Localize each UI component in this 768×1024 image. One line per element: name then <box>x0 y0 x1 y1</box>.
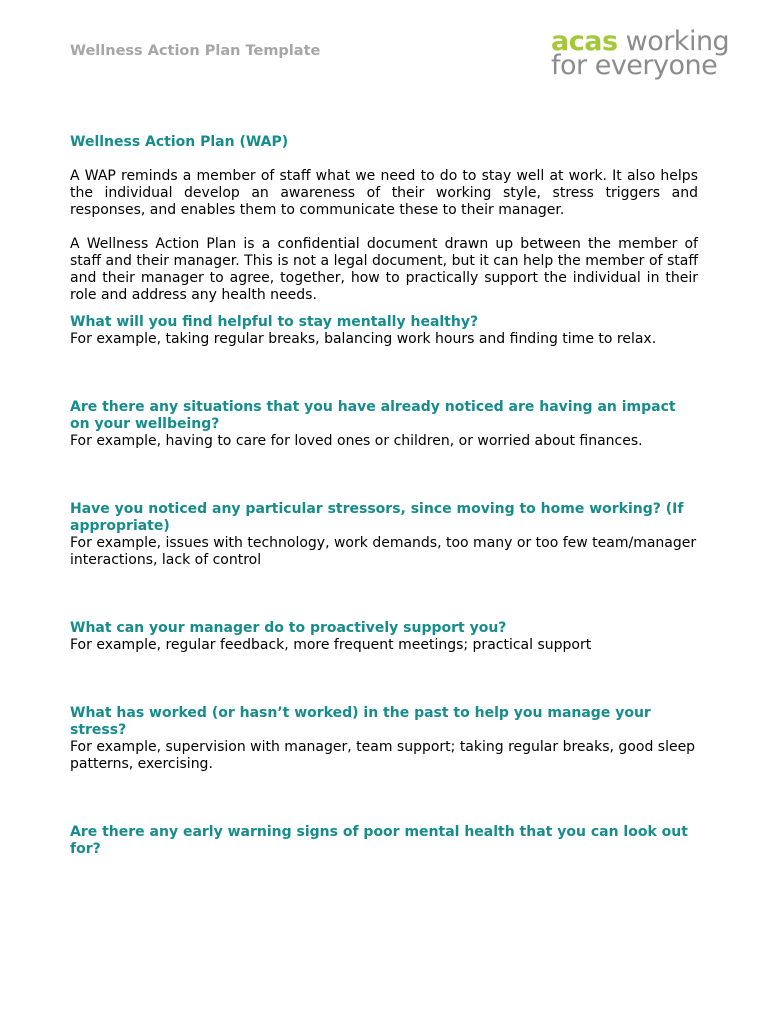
question-example: For example, supervision with manager, team support; taking regular breaks, good sleep patterns, exercising. <box>70 739 696 772</box>
intro-paragraph-2: A Wellness Action Plan is a confidential document drawn up between the member of staff and their manager. This is not a legal document, but it can help the member of staff and their manager to agree, together, how to practically support the individual in their role and address any health needs. <box>70 236 698 303</box>
question-title: Have you noticed any particular stressors, since moving to home working? (If appropriate) <box>70 501 684 534</box>
logo-everyone-text: for everyone <box>551 50 718 81</box>
logo-acas-text: acas <box>551 26 618 57</box>
question-example: For example, issues with technology, work demands, too many or too few team/manager interactions, lack of control <box>70 535 697 568</box>
question-title: What will you find helpful to stay mentally healthy? <box>70 314 479 330</box>
wap-section-title: Wellness Action Plan (WAP) <box>70 134 289 150</box>
logo-working-text: working <box>625 26 730 57</box>
document-page <box>70 0 730 1024</box>
question-title: Are there any early warning signs of poor mental health that you can look out for? <box>70 824 688 857</box>
intro-paragraph-1: A WAP reminds a member of staff what we need to do to stay well at work. It also helps the individual develop an awareness of their working style, stress triggers and responses, and enables them to communicate these to their manager. <box>70 168 698 218</box>
document-body <box>70 134 698 858</box>
question-title: What has worked (or hasn’t worked) in the past to help you manage your stress? <box>70 705 651 738</box>
question-example: For example, taking regular breaks, balancing work hours and finding time to relax. <box>70 331 657 347</box>
acas-logo <box>551 26 731 92</box>
document-header-title: Wellness Action Plan Template <box>70 43 321 59</box>
question-example: For example, regular feedback, more frequent meetings; practical support <box>70 637 592 653</box>
question-title: Are there any situations that you have already noticed are having an impact on your wellbeing? <box>70 399 676 432</box>
question-title: What can your manager do to proactively support you? <box>70 620 507 636</box>
question-example: For example, having to care for loved ones or children, or worried about finances. <box>70 433 643 449</box>
